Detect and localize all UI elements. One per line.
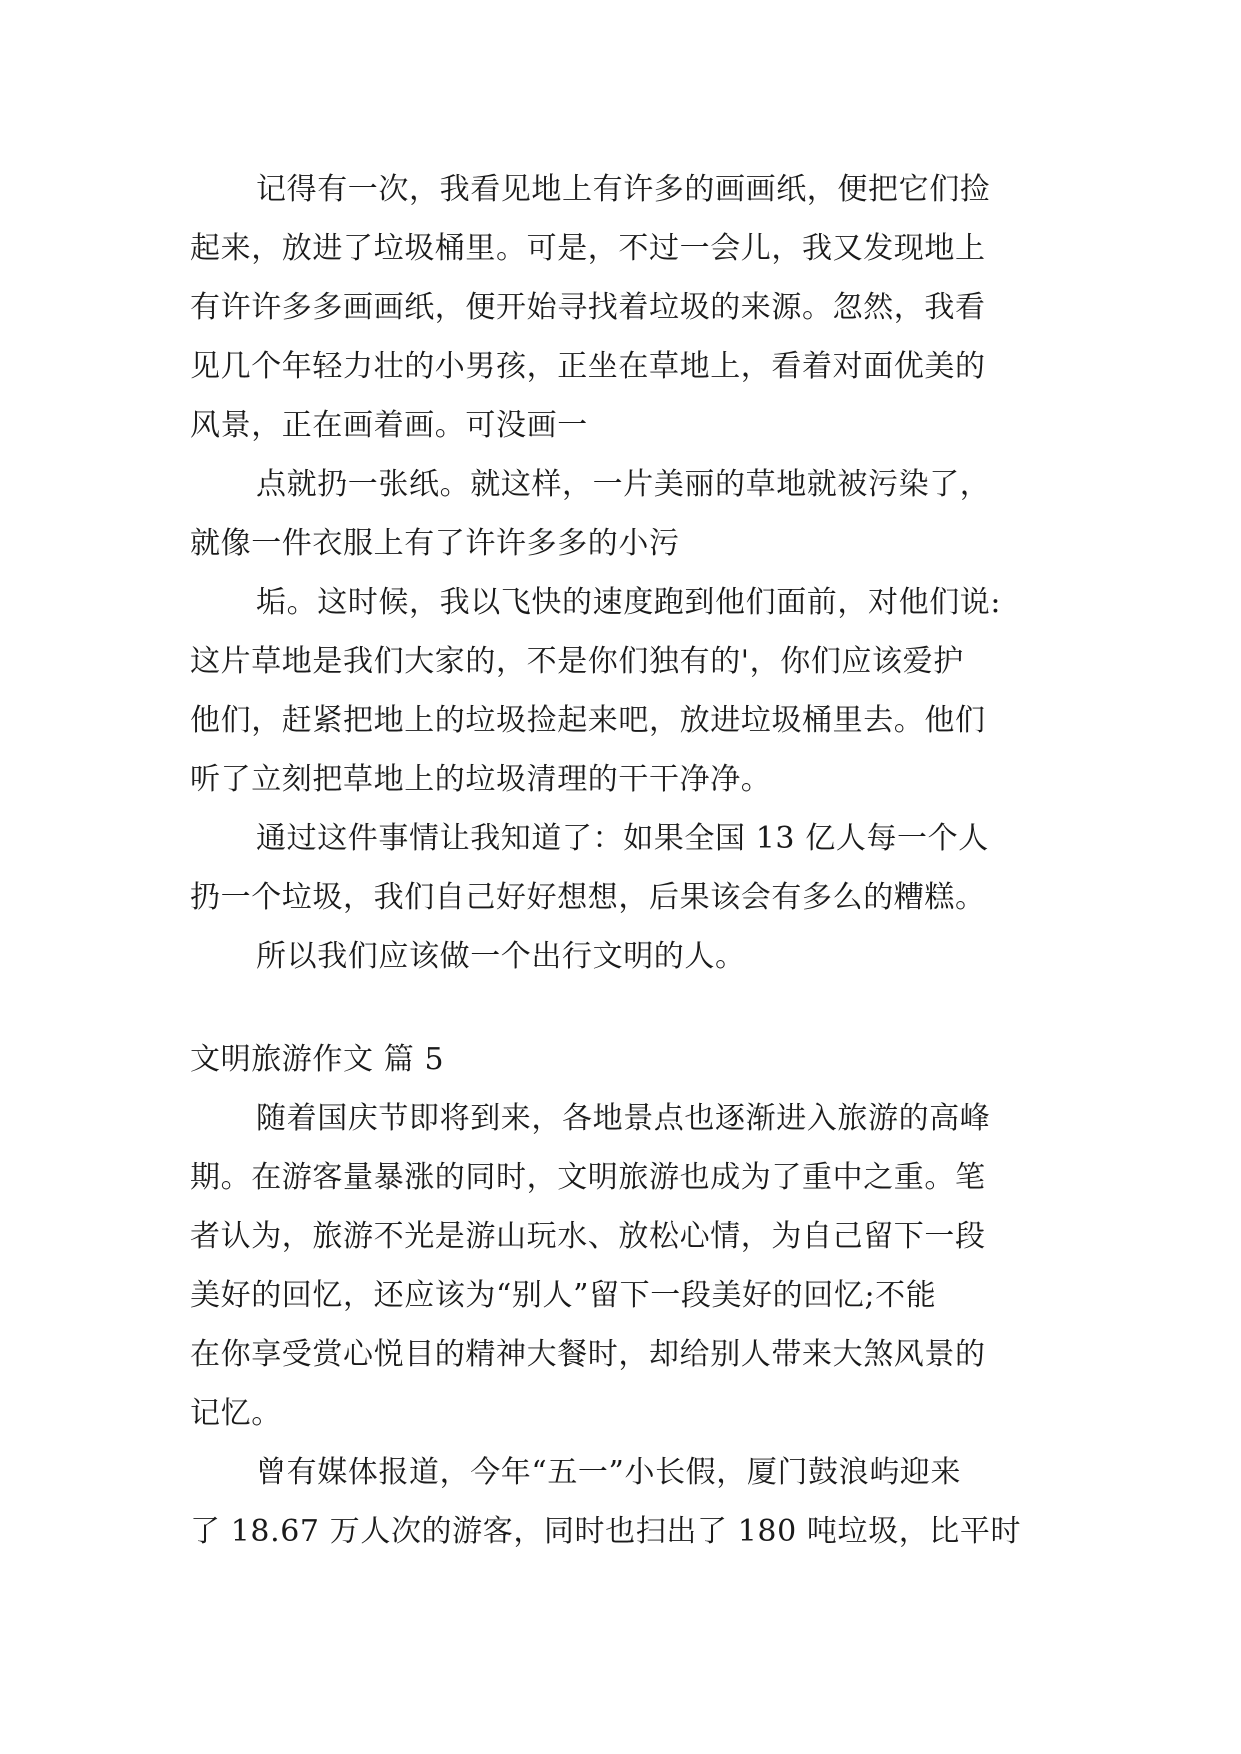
paragraph-line: 起来，放进了垃圾桶里。可是，不过一会儿，我又发现地上 xyxy=(190,231,986,266)
paragraph-line: 点就扔一张纸。就这样，一片美丽的草地就被污染了， xyxy=(256,467,991,502)
paragraph-line: 记忆。 xyxy=(190,1396,282,1431)
paragraph-line: 曾有媒体报道，今年“五一”小长假，厦门鼓浪屿迎来 xyxy=(256,1455,962,1490)
paragraph-line: 他们，赶紧把地上的垃圾捡起来吧，放进垃圾桶里去。他们 xyxy=(190,703,986,738)
paragraph-line: 听了立刻把草地上的垃圾清理的干干净净。 xyxy=(190,762,772,797)
section-title: 文明旅游作文 篇 5 xyxy=(190,1042,445,1077)
paragraph-line: 见几个年轻力壮的小男孩，正坐在草地上，看着对面优美的 xyxy=(190,349,986,384)
paragraph-line: 随着国庆节即将到来，各地景点也逐渐进入旅游的高峰 xyxy=(256,1101,991,1136)
paragraph-line: 美好的回忆，还应该为“别人”留下一段美好的回忆;不能 xyxy=(190,1278,937,1313)
paragraph-line: 在你享受赏心悦目的精神大餐时，却给别人带来大煞风景的 xyxy=(190,1337,986,1372)
document-page xyxy=(190,160,1060,1561)
paragraph-line: 有许许多多画画纸，便开始寻找着垃圾的来源。忽然，我看 xyxy=(190,290,986,325)
paragraph-line: 所以我们应该做一个出行文明的人。 xyxy=(256,939,746,974)
paragraph-line: 期。在游客量暴涨的同时，文明旅游也成为了重中之重。笔 xyxy=(190,1160,986,1195)
paragraph-line: 垢。这时候，我以飞快的速度跑到他们面前，对他们说: xyxy=(256,585,1002,620)
section-spacer xyxy=(190,986,1060,1030)
paragraph-line: 了 18.67 万人次的游客，同时也扫出了 180 吨垃圾，比平时 xyxy=(190,1514,1022,1549)
paragraph-line: 通过这件事情让我知道了：如果全国 13 亿人每一个人 xyxy=(256,821,989,856)
paragraph-line: 者认为，旅游不光是游山玩水、放松心情，为自己留下一段 xyxy=(190,1219,986,1254)
paragraph-line: 扔一个垃圾，我们自己好好想想，后果该会有多么的糟糕。 xyxy=(190,880,986,915)
paragraph-line: 就像一件衣服上有了许许多多的小污 xyxy=(190,526,680,561)
paragraph-line: 这片草地是我们大家的，不是你们独有的'，你们应该爱护 xyxy=(190,644,964,679)
paragraph-line: 风景，正在画着画。可没画一 xyxy=(190,408,588,443)
paragraph-line: 记得有一次，我看见地上有许多的画画纸，便把它们捡 xyxy=(256,172,991,207)
